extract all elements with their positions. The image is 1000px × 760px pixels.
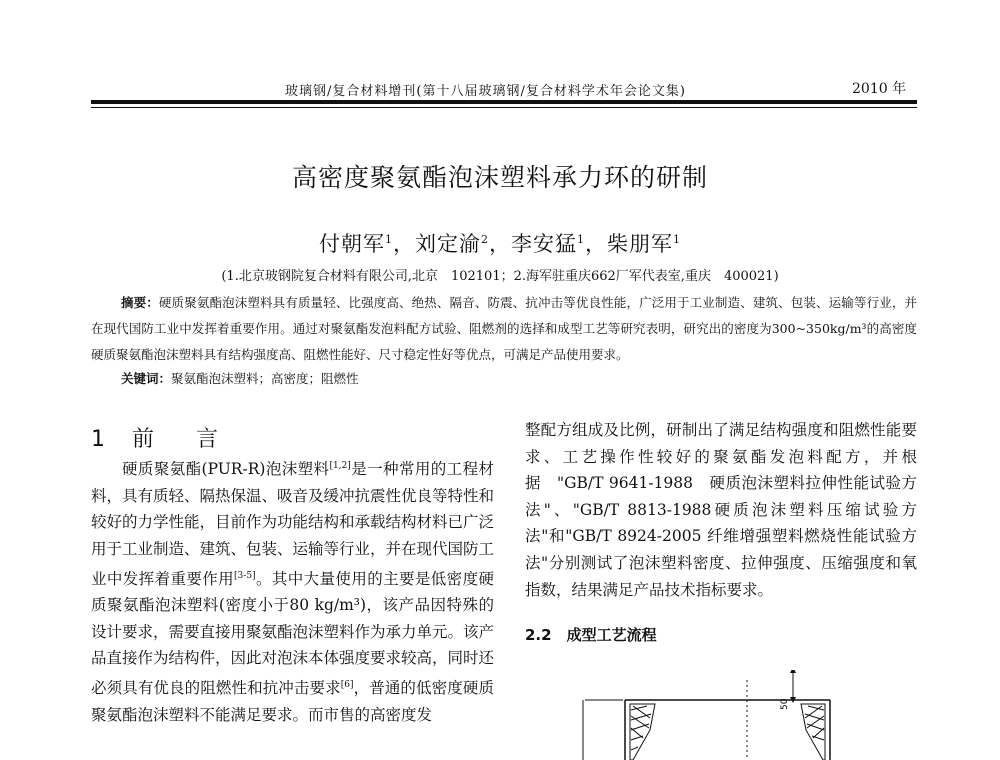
keywords-text: 聚氨酯泡沫塑料；高密度；阻燃性 (171, 371, 359, 386)
figure-dimension-label: 50 (780, 698, 790, 710)
author-separator: ， (393, 232, 415, 256)
author-affiliation-mark: 1 (385, 233, 393, 246)
intro-paragraph (91, 453, 494, 728)
paragraph-text: 是一种常用的工程材料，具有质轻、隔热保温、吸音及缓冲抗震性优良等特性和较好的力学性能，目前作为功能结构和承载结构材料已广泛用于工业制造、建筑、包装、运输等行业，并在现代国防工业中发挥着重要作用 (91, 460, 495, 588)
running-header-journal: 玻璃钢/复合材料增刊(第十八届玻璃钢/复合材料学术年会论文集) (285, 84, 686, 99)
abstract (91, 290, 917, 368)
paragraph-text: 硬质聚氨酯(PUR-R)泡沫塑料 (122, 460, 330, 479)
figure-process-drawing (575, 670, 875, 760)
paragraph-text: ，普通的低密度硬质聚氨酯泡沫塑料不能满足要求。而市售的高密度发 (91, 679, 494, 724)
author-name: 李安猛 (511, 232, 577, 256)
author-list (0, 228, 1000, 258)
citation: [6] (340, 680, 354, 691)
author-name: 刘定渝 (415, 232, 481, 256)
keywords (121, 369, 359, 387)
citation: [1,2] (329, 461, 351, 471)
abstract-text: 硬质聚氨酯泡沫塑料具有质量轻、比强度高、绝热、隔音、防震、抗冲击等优良性能，广泛用于工业制造、建筑、包装、运输等行业，并在现代国防工业中发挥着重要作用。通过对聚氨酯发泡料配方试验、阻燃剂的选择和成型工艺等研究表明，研究出的密度为300~350kg/m³的高密度硬质聚氨酯泡沫塑料具有结构强度高、阻燃性能好、尺寸稳定性好等优点，可满足产品使用要求。 (91, 295, 917, 362)
section-title: 前 言 (132, 427, 229, 452)
author-affiliation-mark: 1 (577, 233, 585, 246)
figure-arrow (790, 670, 796, 673)
figure-hatch-left (630, 704, 655, 760)
author-name: 柴朋军 (607, 232, 673, 256)
author-affiliation-mark: 2 (481, 233, 489, 246)
section-number: 1 (91, 427, 115, 452)
abstract-label: 摘要： (121, 295, 159, 310)
running-header-year: 2010 年 (852, 81, 907, 97)
figure-hatch-right (801, 704, 825, 760)
section-heading-intro (91, 422, 228, 453)
author-separator: ， (585, 232, 607, 256)
author-affiliation-mark: 1 (673, 233, 681, 246)
paragraph-text: 。其中大量使用的主要是低密度硬质聚氨酯泡沫塑料(密度小于80 kg/m³)，该产品因特殊的设计要求，需要直接用聚氨酯泡沫塑料作为承力单元。该产品直接作为结构件，因此对泡沫本体强度要求较高，同时还必须具有优良的阻燃性和抗冲击要求 (91, 569, 495, 698)
right-column-paragraph: 整配方组成及比例，研制出了满足结构强度和阻燃性能要求、工艺操作性较好的聚氨酯发泡料配方，并根据 "GB/T 9641-1988 硬质泡沫塑料拉伸性能试验方法"、"GB/T 8813-1988硬质泡沫塑料压缩试验方法"和"GB/T 8924-2005 纤维增强塑料燃烧性能试验方法"分别测试了泡沫塑料密度、拉伸强度、压缩强度和氧指数，结果满足产品技术指标要求。 (525, 421, 917, 599)
author-name: 付朝军 (319, 232, 385, 256)
header-rule-thin (91, 107, 917, 108)
paper-title: 高密度聚氨酯泡沫塑料承力环的研制 (291, 163, 708, 192)
affiliations: (1.北京玻钢院复合材料有限公司,北京 102101；2.海军驻重庆662厂军代表室,重庆 400021) (221, 269, 779, 284)
header-rule-thick (91, 100, 917, 104)
author-separator: ， (489, 232, 511, 256)
subsection-heading-process: 2.2 成型工艺流程 (525, 626, 657, 644)
citation: [3-5] (234, 570, 256, 581)
keywords-label: 关键词： (121, 371, 172, 386)
